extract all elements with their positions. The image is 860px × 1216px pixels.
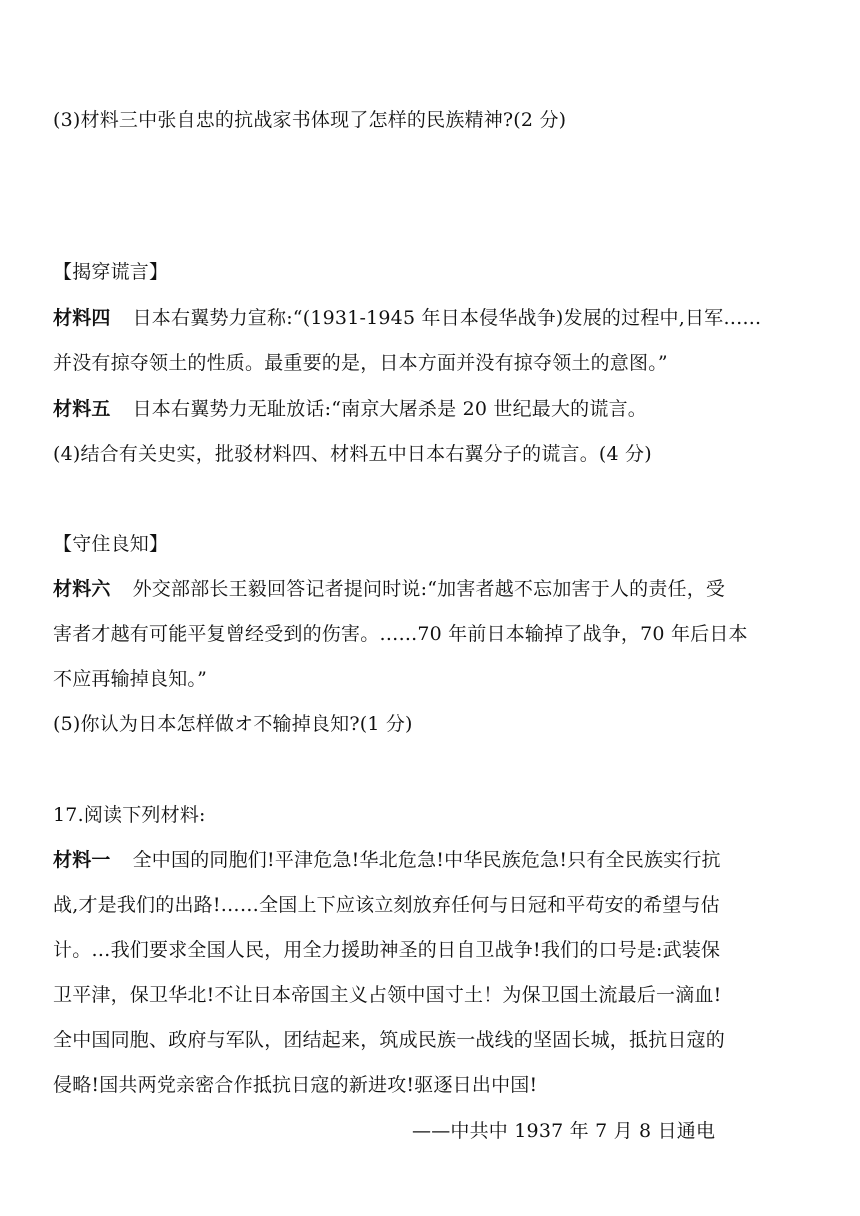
material-6-line-2: 害者才越有可能平复曾经受到的伤害。…...70 年前日本输掉了战争，70 年后日本 <box>53 623 748 645</box>
material-4-line-1 <box>53 306 761 330</box>
material-6-text-1: 外交部部长王毅回答记者提问时说:“加害者越不忘加害于人的责任，受 <box>132 578 726 600</box>
section-heading-expose-lies: 【揭穿谎言】 <box>53 261 169 283</box>
q17-material-1-text-1: 全中国的同胞们!平津危急!华北危急!中华民族危急!只有全民族实行抗 <box>132 849 721 871</box>
material-5 <box>53 397 647 421</box>
material-4-line-2: 并没有掠夺领土的性质。最重要的是，日本方面并没有掠夺领土的意图。” <box>53 352 668 374</box>
q17-material-1-line-6: 侵略!国共两党亲密合作抵抗日寇的新进攻!驱逐日出中国! <box>53 1074 538 1096</box>
material-4-text-1: 日本右翼势力宣称:“(1931-1945 年日本侵华战争)发展的过程中,日军…... <box>132 307 762 329</box>
material-5-text: 日本右翼势力无耻放话:“南京大屠杀是 20 世纪最大的谎言。 <box>132 398 647 420</box>
section-heading-keep-conscience: 【守住良知】 <box>53 533 169 555</box>
q17-material-1-line-5: 全中国同胞、政府与军队，团结起来，筑成民族一战线的坚固长城，抵抗日寇的 <box>53 1029 726 1051</box>
question-4: (4)结合有关史实，批驳材料四、材料五中日本右翼分子的谎言。(4 分) <box>53 443 652 465</box>
q17-material-1-label: 材料一 <box>53 849 111 871</box>
q17-material-1-line-4: 卫平津，保卫华北!不让日本帝国主义占领中国寸土！为保卫国土流最后一滴血! <box>53 984 722 1006</box>
material-4-label: 材料四 <box>53 307 111 329</box>
q17-material-1-line-3: 计。…我们要求全国人民，用全力援助神圣的日自卫战争!我们的口号是:武装保 <box>53 939 721 961</box>
question-3: (3)材料三中张自忠的抗战家书体现了怎样的民族精神?(2 分) <box>53 109 567 131</box>
material-6-line-1 <box>53 577 725 601</box>
material-6-label: 材料六 <box>53 578 111 600</box>
material-5-label: 材料五 <box>53 398 111 420</box>
material-6-line-3: 不应再输掉良知。” <box>53 668 208 690</box>
question-5: (5)你认为日本怎样做オ不输掉良知?(1 分) <box>53 713 413 735</box>
question-17-title: 17.阅读下列材料: <box>53 804 206 826</box>
q17-material-1-line-2: 战,才是我们的出路!……全国上下应该立刻放弃任何与日冠和平苟安的希望与估 <box>53 894 720 916</box>
q17-source: ——中共中 1937 年 7 月 8 日通电 <box>412 1120 716 1142</box>
q17-material-1-line-1 <box>53 848 721 872</box>
